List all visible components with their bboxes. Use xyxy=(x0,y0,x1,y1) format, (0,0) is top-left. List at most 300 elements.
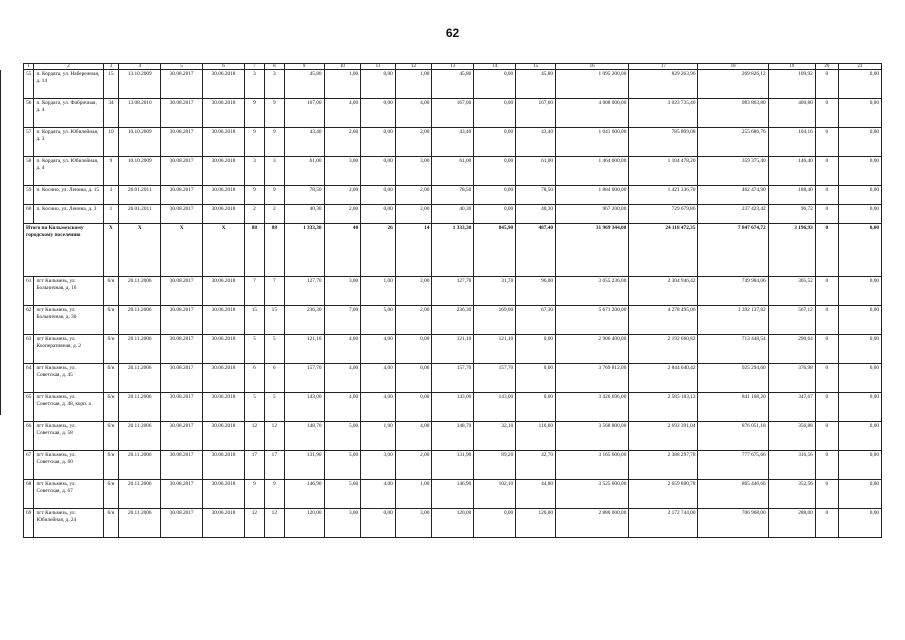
table-cell: 0 xyxy=(815,451,838,480)
table-cell: 61,00 xyxy=(284,157,324,186)
table-cell: 2 304 946,42 xyxy=(629,277,698,306)
table-cell: 305,52 xyxy=(768,277,815,306)
table-cell: 67 xyxy=(24,451,34,480)
table-cell: 9 xyxy=(264,480,284,509)
table-cell: 30.06.2018 xyxy=(203,335,245,364)
table-cell: 0,00 xyxy=(838,393,881,422)
table-cell: 1 392 137,82 xyxy=(698,306,768,335)
column-number-cell: 8 xyxy=(264,64,284,70)
table-cell: 0,00 xyxy=(838,99,881,128)
table-cell: 3 xyxy=(244,157,264,186)
table-cell: 30.06.2018 xyxy=(203,277,245,306)
table-cell: X xyxy=(203,224,245,277)
table-cell: 30.08.2017 xyxy=(161,393,203,422)
table-cell: 3 055 236,00 xyxy=(556,277,629,306)
table-cell: 3,00 xyxy=(324,509,361,538)
table-cell: 20.11.2006 xyxy=(119,335,161,364)
table-cell: 356,88 xyxy=(768,422,815,451)
table-cell: 88 xyxy=(244,224,264,277)
table-cell: 167,00 xyxy=(284,99,324,128)
table-cell: 3 xyxy=(264,70,284,99)
table-row xyxy=(24,480,882,509)
table-cell: 78,50 xyxy=(432,186,474,205)
table-cell: 0,00 xyxy=(838,509,881,538)
table-cell: 713 448,54 xyxy=(698,335,768,364)
table-cell: 0,00 xyxy=(838,224,881,277)
column-number-cell: 7 xyxy=(244,64,264,70)
table-cell: 9 xyxy=(103,157,119,186)
table-cell: 0,00 xyxy=(361,509,396,538)
table-cell: 0 xyxy=(815,306,838,335)
table-cell: 88 xyxy=(264,224,284,277)
table-cell: 120,00 xyxy=(284,509,324,538)
table-cell: 67,30 xyxy=(516,306,556,335)
page-number: 62 xyxy=(445,26,460,40)
table-cell: 43,40 xyxy=(516,128,556,157)
table-cell: 17 xyxy=(244,451,264,480)
table-cell: 2,00 xyxy=(324,186,361,205)
table-cell: 188,40 xyxy=(768,186,815,205)
column-number-cell: 1 xyxy=(24,64,34,70)
table-cell: 30.06.2018 xyxy=(203,422,245,451)
table-cell: 40,30 xyxy=(516,205,556,224)
table-cell: б/н xyxy=(103,451,119,480)
table-cell: 316,56 xyxy=(768,451,815,480)
table-cell: 2,00 xyxy=(395,451,432,480)
table-cell: 127,70 xyxy=(284,277,324,306)
table-cell: 9 xyxy=(264,99,284,128)
table-cell: 0 xyxy=(815,509,838,538)
table-cell: 4,00 xyxy=(395,99,432,128)
table-cell: б/н xyxy=(103,422,119,451)
table-cell: 40,30 xyxy=(432,205,474,224)
table-cell: 12 xyxy=(244,422,264,451)
table-cell: 0,00 xyxy=(361,205,396,224)
table-cell: 45,80 xyxy=(516,70,556,99)
table-cell: 121,10 xyxy=(432,335,474,364)
table-cell: 3 xyxy=(103,186,119,205)
table-cell: 706 968,00 xyxy=(698,509,768,538)
table-cell: 20.11.2006 xyxy=(119,364,161,393)
table-cell: 4,00 xyxy=(361,480,396,509)
table-cell: 0,00 xyxy=(474,205,516,224)
table-cell: 0 xyxy=(815,422,838,451)
table-cell: 0,00 xyxy=(838,335,881,364)
table-cell: 121,10 xyxy=(284,335,324,364)
table-cell: 236,30 xyxy=(432,306,474,335)
table-cell: 0 xyxy=(815,205,838,224)
table-cell: 3 xyxy=(244,70,264,99)
table-cell: 131,90 xyxy=(284,451,324,480)
table-cell: 20.11.2006 xyxy=(119,393,161,422)
table-row xyxy=(24,335,882,364)
table-cell: 30.08.2017 xyxy=(161,277,203,306)
table-cell: пгт Кильмезь, ул. Советская, д. 45 xyxy=(34,364,103,393)
table-cell: 15 xyxy=(264,306,284,335)
table-cell: 102,10 xyxy=(474,480,516,509)
table-cell: 104,16 xyxy=(768,128,815,157)
table-cell: 15 xyxy=(244,306,264,335)
column-number-cell: 16 xyxy=(556,64,629,70)
table-cell: 0 xyxy=(815,99,838,128)
table-cell: 0 xyxy=(815,128,838,157)
table-cell: 116,60 xyxy=(516,422,556,451)
table-cell: п. Кордяга, ул. Юбилейная, д. 4 xyxy=(34,157,103,186)
table-cell: 30.08.2017 xyxy=(161,480,203,509)
table-cell: X xyxy=(103,224,119,277)
table-cell: 10 xyxy=(103,128,119,157)
table-cell: 167,00 xyxy=(432,99,474,128)
table-cell: 0,00 xyxy=(395,393,432,422)
table-cell: 20.11.2006 xyxy=(119,277,161,306)
table-cell: 10.10.2009 xyxy=(119,128,161,157)
table-cell: п. Косино, ул. Ленина, д. 3 xyxy=(34,205,103,224)
table-cell: 347,67 xyxy=(768,393,815,422)
table-cell: 63 xyxy=(24,335,34,364)
table-cell: 7 847 674,72 xyxy=(698,224,768,277)
table-cell: 1 041 600,00 xyxy=(556,128,629,157)
table-cell: п. Кордяга, ул. Набережная, д. 14 xyxy=(34,70,103,99)
table-cell: 20.11.2006 xyxy=(119,422,161,451)
table-cell: 65 xyxy=(24,393,34,422)
table-cell: 0,00 xyxy=(395,364,432,393)
table-cell: 983 863,80 xyxy=(698,99,768,128)
table-cell: 0,00 xyxy=(838,422,881,451)
table-cell: 0 xyxy=(815,70,838,99)
table-cell: 120,00 xyxy=(516,509,556,538)
table-row xyxy=(24,128,882,157)
table-cell: 32,10 xyxy=(474,422,516,451)
table-cell: 2 692 391,04 xyxy=(629,422,698,451)
column-number-cell: 18 xyxy=(698,64,768,70)
table-cell: 9 xyxy=(264,128,284,157)
table-cell: 89,20 xyxy=(474,451,516,480)
housing-data-table xyxy=(23,63,882,538)
column-number-cell: 17 xyxy=(629,64,698,70)
table-cell: 12 xyxy=(244,509,264,538)
table-cell: 57 xyxy=(24,128,34,157)
table-cell: 1 xyxy=(103,205,119,224)
column-number-cell: 2 xyxy=(34,64,103,70)
table-cell: 146,90 xyxy=(432,480,474,509)
table-cell: 68 xyxy=(24,480,34,509)
table-cell: 96,00 xyxy=(516,277,556,306)
table-cell: 157,70 xyxy=(432,364,474,393)
table-cell: 78,50 xyxy=(516,186,556,205)
table-cell: 2,00 xyxy=(395,128,432,157)
table-cell: 0,00 xyxy=(361,128,396,157)
table-cell: 0 xyxy=(815,157,838,186)
table-cell: 5 xyxy=(244,393,264,422)
table-cell: 925 294,60 xyxy=(698,364,768,393)
table-cell: 7,00 xyxy=(324,306,361,335)
table-cell: 30.08.2017 xyxy=(161,335,203,364)
table-cell: 269 826,12 xyxy=(698,70,768,99)
table-cell: 4,00 xyxy=(361,335,396,364)
table-cell: 30.06.2018 xyxy=(203,509,245,538)
table-cell: 9 xyxy=(244,186,264,205)
table-cell: 1 421 336,70 xyxy=(629,186,698,205)
table-cell: 30.08.2017 xyxy=(161,128,203,157)
table-cell: 749 984,06 xyxy=(698,277,768,306)
table-cell: 1 884 000,00 xyxy=(556,186,629,205)
table-cell: 1,00 xyxy=(324,70,361,99)
table-cell: 2,00 xyxy=(395,277,432,306)
table-cell: 0,00 xyxy=(838,364,881,393)
table-cell: 55 xyxy=(24,70,34,99)
table-cell: 20.11.2006 xyxy=(119,451,161,480)
table-cell: пгт Кильмезь, ул. Юбилейная, д. 24 xyxy=(34,509,103,538)
table-cell: 462 474,90 xyxy=(698,186,768,205)
table-cell: б/н xyxy=(103,393,119,422)
table-row xyxy=(24,451,882,480)
table-cell: 40 xyxy=(324,224,361,277)
table-cell: 3 769 812,00 xyxy=(556,364,629,393)
table-cell: 0,00 xyxy=(838,157,881,186)
table-cell: 1 333,30 xyxy=(432,224,474,277)
table-cell: 841 168,20 xyxy=(698,393,768,422)
table-cell: б/н xyxy=(103,335,119,364)
table-cell: 143,00 xyxy=(284,393,324,422)
table-cell: 60 xyxy=(24,205,34,224)
table-cell: 845,90 xyxy=(474,224,516,277)
table-cell: 567,12 xyxy=(768,306,815,335)
table-cell: б/н xyxy=(103,364,119,393)
table-cell: 255 686,76 xyxy=(698,128,768,157)
table-cell: 45,80 xyxy=(432,70,474,99)
table-cell: 4,00 xyxy=(395,422,432,451)
table-row xyxy=(24,306,882,335)
table-cell: 13.08.2010 xyxy=(119,99,161,128)
table-cell: 2 192 660,82 xyxy=(629,335,698,364)
table-cell: 2 172 744,00 xyxy=(629,509,698,538)
table-cell: 5,00 xyxy=(324,451,361,480)
table-cell: 1,00 xyxy=(395,70,432,99)
table-cell: 2,00 xyxy=(395,205,432,224)
table-cell: 487,40 xyxy=(516,224,556,277)
table-cell: 26.01.2011 xyxy=(119,186,161,205)
table-cell: 26.01.2011 xyxy=(119,205,161,224)
table-cell: 59 xyxy=(24,186,34,205)
table-cell: 400,80 xyxy=(768,99,815,128)
table-cell: 0,00 xyxy=(474,186,516,205)
table-cell: 56 xyxy=(24,99,34,128)
table-cell: 30.08.2017 xyxy=(161,364,203,393)
table-cell: 6 xyxy=(244,364,264,393)
table-cell: пгт Кильмезь, ул. Больничная, д. 16 xyxy=(34,277,103,306)
table-cell: 2 880 000,00 xyxy=(556,509,629,538)
table-row xyxy=(24,393,882,422)
table-cell: пгт Кильмезь, ул. Советская, д. 48, корп. а xyxy=(34,393,103,422)
table-cell: 157,70 xyxy=(474,364,516,393)
table-cell: 30.06.2018 xyxy=(203,205,245,224)
table-cell: 30.06.2018 xyxy=(203,451,245,480)
table-cell: 3 023 735,40 xyxy=(629,99,698,128)
table-cell: 30.08.2017 xyxy=(161,509,203,538)
table-cell: 4,00 xyxy=(324,99,361,128)
table-cell: 4,00 xyxy=(361,364,396,393)
table-cell: 2 585 183,13 xyxy=(629,393,698,422)
table-cell: 0,00 xyxy=(361,70,396,99)
table-cell: 157,70 xyxy=(284,364,324,393)
left-margin-rule xyxy=(0,70,1,415)
table-cell: 61,00 xyxy=(516,157,556,186)
table-cell: 12 xyxy=(264,509,284,538)
table-cell: 146,90 xyxy=(284,480,324,509)
column-number-cell: 12 xyxy=(395,64,432,70)
table-cell: 30.08.2017 xyxy=(161,186,203,205)
table-cell: б/н xyxy=(103,509,119,538)
table-cell: 30.06.2018 xyxy=(203,480,245,509)
table-cell: 3,00 xyxy=(395,509,432,538)
column-number-cell: 19 xyxy=(768,64,815,70)
table-cell: 14 xyxy=(395,224,432,277)
table-cell: 121,10 xyxy=(474,335,516,364)
table-cell: 237 423,42 xyxy=(698,205,768,224)
table-cell: 17 xyxy=(264,451,284,480)
column-number-cell: 4 xyxy=(119,64,161,70)
table-cell: 58 xyxy=(24,157,34,186)
table-cell: 2 xyxy=(244,205,264,224)
table-cell: 1 464 000,00 xyxy=(556,157,629,186)
table-cell: 9 xyxy=(264,186,284,205)
table-row xyxy=(24,186,882,205)
table-cell: 40,30 xyxy=(284,205,324,224)
table-cell: 2,00 xyxy=(395,186,432,205)
table-cell: 1,00 xyxy=(395,480,432,509)
table-cell: 0,00 xyxy=(474,99,516,128)
table-cell: 30.06.2018 xyxy=(203,364,245,393)
table-cell: 3 525 600,00 xyxy=(556,480,629,509)
table-cell: 3 165 600,00 xyxy=(556,451,629,480)
table-cell: 66 xyxy=(24,422,34,451)
table-cell: 30.08.2017 xyxy=(161,205,203,224)
table-cell: 3,00 xyxy=(361,451,396,480)
table-cell: 30.08.2017 xyxy=(161,157,203,186)
table-cell: 876 051,18 xyxy=(698,422,768,451)
table-cell: п. Кордяга, ул. Фабричная, д. 4 xyxy=(34,99,103,128)
table-cell: п. Косино, ул. Ленина, д. 15 xyxy=(34,186,103,205)
table-cell: 44,80 xyxy=(516,480,556,509)
table-row xyxy=(24,99,882,128)
table-cell: 31 969 344,00 xyxy=(556,224,629,277)
table-row xyxy=(24,205,882,224)
table-cell: пгт Кильмезь, ул. Советская, д. 60 xyxy=(34,451,103,480)
table-cell: 0,00 xyxy=(474,70,516,99)
table-cell: 26 xyxy=(361,224,396,277)
table-cell: 0 xyxy=(815,335,838,364)
table-cell: 4,00 xyxy=(324,335,361,364)
table-cell: 30.06.2018 xyxy=(203,186,245,205)
table-cell: 7 xyxy=(244,277,264,306)
table-cell: 15 xyxy=(103,70,119,99)
table-cell: 0 xyxy=(815,224,838,277)
table-cell: 0,00 xyxy=(516,393,556,422)
table-cell: 109,92 xyxy=(768,70,815,99)
table-cell: 352,56 xyxy=(768,480,815,509)
table-row xyxy=(24,157,882,186)
table-cell: 1,00 xyxy=(361,422,396,451)
table-cell: 0,00 xyxy=(395,335,432,364)
table-cell: 5 671 200,00 xyxy=(556,306,629,335)
table-cell: 2 xyxy=(264,205,284,224)
table-cell: 0,00 xyxy=(838,128,881,157)
table-cell: 5 xyxy=(264,335,284,364)
table-cell: 43,40 xyxy=(432,128,474,157)
subtotal-row xyxy=(24,224,882,277)
table-cell: 3,00 xyxy=(324,157,361,186)
table-cell: 143,00 xyxy=(474,393,516,422)
table-cell: 69 xyxy=(24,509,34,538)
table-cell: 4,00 xyxy=(324,393,361,422)
table-cell: 0,00 xyxy=(516,364,556,393)
table-cell: 0 xyxy=(815,393,838,422)
table-cell: 1,00 xyxy=(361,277,396,306)
table-cell: 0,00 xyxy=(838,186,881,205)
table-cell: 1 104 478,20 xyxy=(629,157,698,186)
table-cell: 30.08.2017 xyxy=(161,99,203,128)
table-cell: 169,00 xyxy=(474,306,516,335)
table-cell: 5 xyxy=(264,393,284,422)
table-cell: 777 675,66 xyxy=(698,451,768,480)
table-row xyxy=(24,509,882,538)
table-cell: 0 xyxy=(815,480,838,509)
table-cell: 34 xyxy=(103,99,119,128)
table-cell: 2 388 297,78 xyxy=(629,451,698,480)
table-cell: 146,40 xyxy=(768,157,815,186)
table-row xyxy=(24,277,882,306)
column-number-cell: 15 xyxy=(516,64,556,70)
table-cell: 290,64 xyxy=(768,335,815,364)
table-cell: 3 426 696,00 xyxy=(556,393,629,422)
table-cell: п. Кордяга, ул. Юбилейная, д. 3 xyxy=(34,128,103,157)
table-cell: 12 xyxy=(264,422,284,451)
table-cell: 3,00 xyxy=(324,277,361,306)
table-cell: 61 xyxy=(24,277,34,306)
table-cell: 0,00 xyxy=(838,205,881,224)
table-cell: 30.08.2017 xyxy=(161,306,203,335)
column-number-cell: 9 xyxy=(284,64,324,70)
table-cell: 1 095 200,00 xyxy=(556,70,629,99)
table-cell: 30.06.2018 xyxy=(203,70,245,99)
table-cell: 167,00 xyxy=(516,99,556,128)
column-number-cell: 6 xyxy=(203,64,245,70)
table-cell: 6 xyxy=(264,364,284,393)
table-cell: 20.11.2006 xyxy=(119,480,161,509)
column-number-cell: 13 xyxy=(432,64,474,70)
table-cell: 0 xyxy=(815,364,838,393)
column-number-cell: 5 xyxy=(161,64,203,70)
table-cell: 13.10.2009 xyxy=(119,70,161,99)
table-cell: 30.06.2018 xyxy=(203,306,245,335)
table-cell: 62 xyxy=(24,306,34,335)
table-cell: 30.06.2018 xyxy=(203,393,245,422)
table-cell: 43,40 xyxy=(284,128,324,157)
table-cell: б/н xyxy=(103,306,119,335)
table-cell: 0,00 xyxy=(838,70,881,99)
table-cell: б/н xyxy=(103,277,119,306)
table-cell: 0 xyxy=(815,186,838,205)
table-cell: 30.08.2017 xyxy=(161,70,203,99)
table-cell: X xyxy=(161,224,203,277)
table-cell: 30.06.2018 xyxy=(203,157,245,186)
column-number-cell: 20 xyxy=(815,64,838,70)
table-cell: 359 375,40 xyxy=(698,157,768,186)
table-cell: пгт Кильмезь, ул. Советская, д. 58 xyxy=(34,422,103,451)
table-cell: 30.08.2017 xyxy=(161,422,203,451)
table-cell: 4 008 000,00 xyxy=(556,99,629,128)
table-cell: пгт Кильмезь, ул. Больничная, д. 30 xyxy=(34,306,103,335)
